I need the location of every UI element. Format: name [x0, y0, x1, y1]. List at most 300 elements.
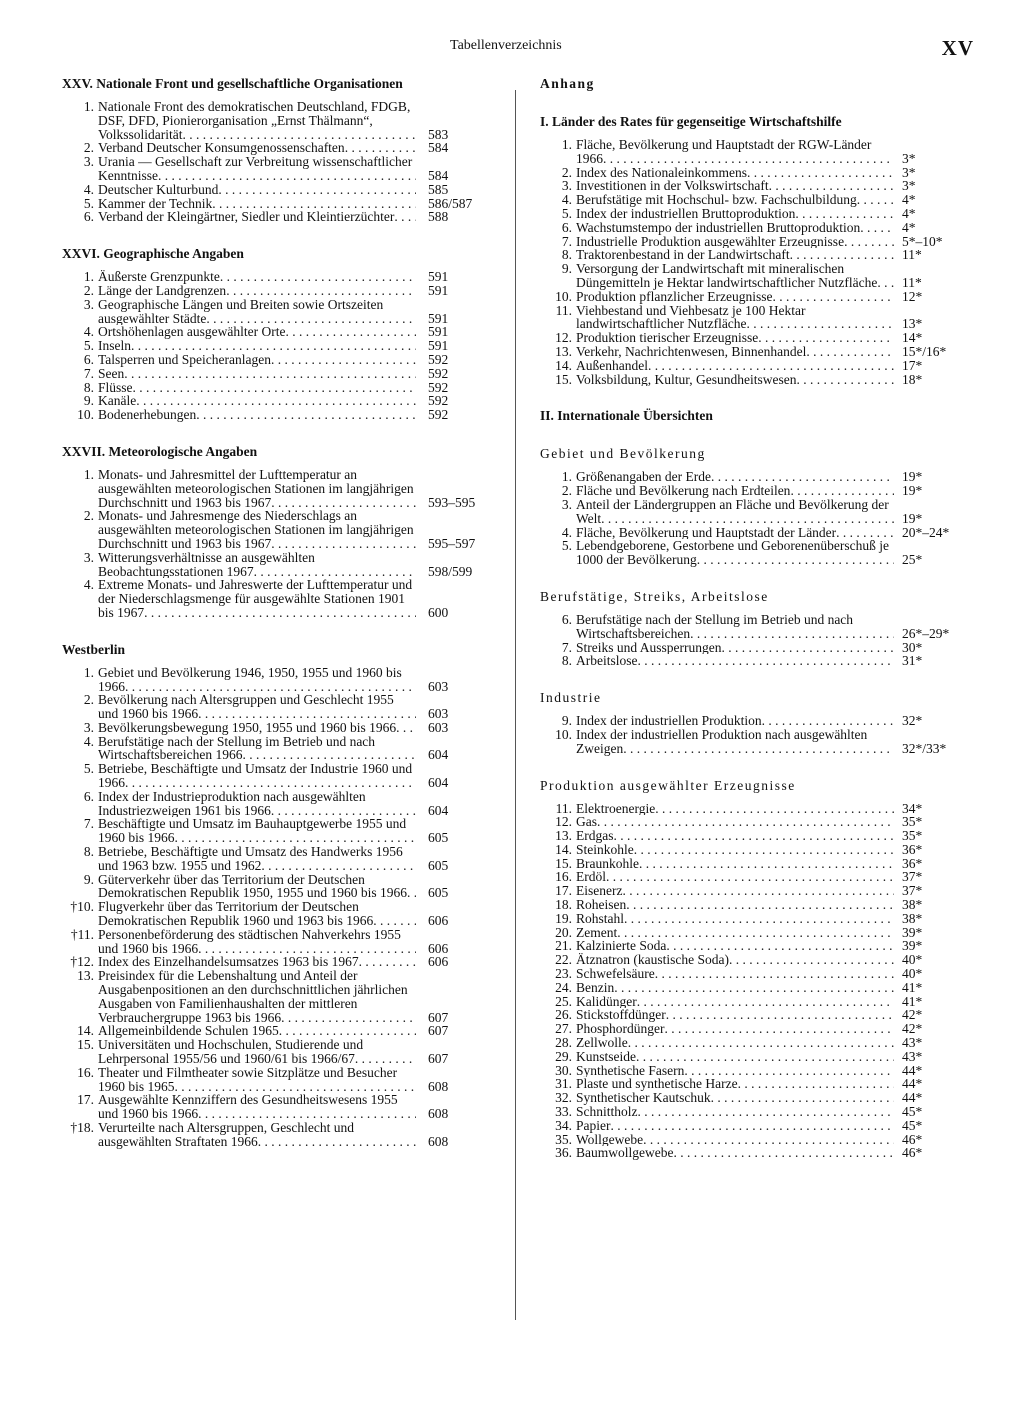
entry-number: 15. — [555, 855, 572, 871]
toc-entry[interactable] — [540, 248, 966, 262]
entry-page: 606 — [428, 940, 449, 956]
entry-title: Flugverkehr über das Territorium der Deutschen Demokratischen Republik 1960 und 1963 bis 1966 . . . — [98, 900, 416, 928]
entry-page: 44* — [902, 1090, 923, 1106]
entry-page: 19* — [902, 469, 923, 485]
toc-entry[interactable] — [62, 298, 490, 326]
entry-page: 30* — [902, 639, 923, 655]
toc-entry[interactable] — [540, 207, 966, 221]
entry-title: Bevölkerungsbewegung 1950, 1955 und 1960 bis 1966 . . . — [98, 721, 416, 735]
entry-page: 5*–10* — [902, 233, 943, 249]
entry-number: 6. — [83, 351, 94, 367]
toc-entry[interactable] — [62, 928, 490, 956]
toc-entry[interactable] — [540, 345, 966, 359]
entry-number: 34. — [555, 1117, 572, 1133]
entry-number: 9. — [561, 261, 572, 277]
toc-entry[interactable] — [62, 578, 490, 619]
toc-entry[interactable] — [62, 394, 490, 408]
section-heading: XXV. Nationale Front und gesellschaftliche Organisationen — [62, 76, 403, 91]
left-column — [62, 76, 490, 1171]
entry-page: 607 — [428, 1009, 449, 1025]
entry-number: 8. — [83, 844, 94, 860]
toc-entry[interactable] — [62, 210, 490, 224]
entry-number: 12. — [555, 330, 572, 346]
entry-number: 15. — [555, 371, 572, 387]
toc-entry[interactable] — [540, 912, 966, 926]
toc-entry[interactable] — [540, 829, 966, 843]
entry-page: 603 — [428, 719, 449, 735]
entry-title: Lebendgeborene, Gestorbene und Geborenenüberschuß je 1000 der Bevölkerung . . . — [576, 539, 894, 567]
entry-title: Synthetischer Kautschuk . . . — [576, 1091, 894, 1105]
entry-page: 605 — [428, 857, 449, 873]
toc-entry[interactable] — [540, 641, 966, 655]
entry-title: Kalzinierte Soda . . . — [576, 939, 894, 953]
entry-number: 14. — [555, 841, 572, 857]
toc-entry[interactable] — [540, 138, 966, 166]
entry-title: Kunstseide . . . — [576, 1050, 894, 1064]
entry-title: Zellwolle . . . — [576, 1036, 894, 1050]
toc-section — [540, 778, 966, 1161]
toc-entry[interactable] — [540, 262, 966, 290]
toc-entry[interactable] — [540, 290, 966, 304]
entry-number: 4. — [83, 733, 94, 749]
entry-page: 591 — [428, 324, 449, 340]
entry-title: Kanäle . . . — [98, 394, 416, 408]
entry-title: Talsperren und Speicheranlagen . . . — [98, 353, 416, 367]
toc-entry[interactable] — [62, 270, 490, 284]
toc-entry[interactable] — [540, 1105, 966, 1119]
entry-page: 25* — [902, 552, 923, 568]
toc-entry[interactable] — [540, 179, 966, 193]
toc-section — [540, 690, 966, 755]
entry-number: 18. — [555, 897, 572, 913]
entry-title: Witterungsverhältnisse an ausgewählten Beobachtungsstationen 1967 . . . — [98, 551, 416, 579]
toc-entry[interactable] — [540, 802, 966, 816]
entry-title: Produktion pflanzlicher Erzeugnisse . . . — [576, 290, 894, 304]
entry-title: Index der industriellen Bruttoproduktion . . . — [576, 207, 894, 221]
toc-entry[interactable] — [62, 969, 490, 1024]
entry-title: Größenangaben der Erde . . . — [576, 470, 894, 484]
right-column — [540, 76, 966, 1182]
entry-title: Industrielle Produktion ausgewählter Erzeugnisse . . . — [576, 235, 894, 249]
entry-title: Baumwollgewebe . . . — [576, 1146, 894, 1160]
entry-page: 605 — [428, 885, 449, 901]
entry-number: †11. — [70, 926, 94, 942]
entry-page: 34* — [902, 800, 923, 816]
entry-number: 4. — [83, 181, 94, 197]
entry-title: Fläche, Bevölkerung und Hauptstadt der Länder . . . — [576, 526, 894, 540]
toc-section — [540, 408, 966, 424]
section-heading: Anhang — [540, 76, 595, 91]
section-heading: Gebiet und Bevölkerung — [540, 446, 706, 462]
toc-entry[interactable] — [540, 470, 966, 484]
toc-entry[interactable] — [62, 1024, 490, 1038]
entry-page: 584 — [428, 140, 449, 156]
toc-entry[interactable] — [540, 939, 966, 953]
entry-number: 11. — [555, 302, 572, 318]
entry-page: 4* — [902, 192, 916, 208]
entry-number: 3. — [83, 296, 94, 312]
toc-entry[interactable] — [540, 235, 966, 249]
toc-entry[interactable] — [540, 1022, 966, 1036]
entry-number: 12. — [555, 814, 572, 830]
entry-title: Nationale Front des demokratischen Deutschland, FDGB, DSF, DFD, Pionierorganisation „Ernst Thälmann“, Volkssolidarität . . . — [98, 100, 416, 141]
toc-entry[interactable] — [540, 1036, 966, 1050]
entry-title: Bodenerhebungen . . . — [98, 408, 416, 422]
entry-number: 6. — [561, 611, 572, 627]
entry-number: 2. — [83, 282, 94, 298]
entry-title: Erdöl . . . — [576, 870, 894, 884]
entry-page: 4* — [902, 205, 916, 221]
entry-page: 31* — [902, 653, 923, 669]
toc-entry[interactable] — [540, 654, 966, 668]
entry-number: 11. — [555, 800, 572, 816]
toc-entry[interactable] — [540, 953, 966, 967]
entry-title: Gebiet und Bevölkerung 1946, 1950, 1955 und 1960 bis 1966 . . . — [98, 666, 416, 694]
entry-title: Steinkohle . . . — [576, 843, 894, 857]
entry-page: 15*/16* — [902, 343, 947, 359]
section-heading: XXVI. Geographische Angaben — [62, 246, 244, 262]
entry-number: 4. — [561, 192, 572, 208]
toc-entry[interactable] — [540, 193, 966, 207]
entry-page: 591 — [428, 338, 449, 354]
entry-page: 20*–24* — [902, 524, 950, 540]
entry-title: Betriebe, Beschäftigte und Umsatz der Industrie 1960 und 1966 . . . — [98, 762, 416, 790]
entry-page: 600 — [428, 604, 449, 620]
entry-title: Beschäftigte und Umsatz im Bauhauptgewerbe 1955 und 1960 bis 1966 . . . — [98, 817, 416, 845]
toc-entry[interactable] — [540, 843, 966, 857]
toc-entry[interactable] — [540, 857, 966, 871]
entry-page: 44* — [902, 1062, 923, 1078]
entry-page: 608 — [428, 1078, 449, 1094]
entry-page: 35* — [902, 828, 923, 844]
toc-entry[interactable] — [62, 845, 490, 873]
toc-entry[interactable] — [62, 468, 490, 509]
entry-page: 585 — [428, 181, 449, 197]
toc-entry[interactable] — [540, 884, 966, 898]
entry-title: Wachstumstempo der industriellen Bruttoproduktion . . . — [576, 221, 894, 235]
entry-number: 1. — [83, 664, 94, 680]
section-heading: Westberlin — [62, 641, 125, 657]
toc-entry[interactable] — [62, 666, 490, 694]
entry-page: 605 — [428, 830, 449, 846]
toc-section — [540, 114, 966, 386]
entry-number: 1. — [561, 137, 572, 152]
entry-page: 43* — [902, 1048, 923, 1064]
toc-entry[interactable] — [540, 981, 966, 995]
entry-number: 6. — [83, 788, 94, 804]
entry-title: Länge der Landgrenzen . . . — [98, 284, 416, 298]
toc-entry[interactable] — [540, 1008, 966, 1022]
toc-entry[interactable] — [62, 873, 490, 901]
entry-number: 8. — [83, 379, 94, 395]
entry-title: Flüsse . . . — [98, 381, 416, 395]
toc-entry[interactable] — [62, 325, 490, 339]
entry-title: Ortshöhenlagen ausgewählter Orte . . . — [98, 325, 416, 339]
toc-entry[interactable] — [62, 284, 490, 298]
entry-title: Index des Nationaleinkommens . . . — [576, 166, 894, 180]
entry-page: 14* — [902, 330, 923, 346]
entry-page: 42* — [902, 1021, 923, 1037]
entry-title: Verband Deutscher Konsumgenossenschaften . . . — [98, 141, 416, 155]
entry-page: 592 — [428, 393, 449, 409]
entry-page: 32*/33* — [902, 740, 947, 756]
entry-page: 3* — [902, 164, 916, 180]
entry-title: Benzin . . . — [576, 981, 894, 995]
entry-title: Berufstätige mit Hochschul- bzw. Fachschulbildung . . . — [576, 193, 894, 207]
entry-page: 41* — [902, 979, 923, 995]
toc-entry[interactable] — [540, 1050, 966, 1064]
entry-number: 3. — [83, 154, 94, 170]
entry-title: Allgemeinbildende Schulen 1965 . . . — [98, 1024, 416, 1038]
entry-title: Theater und Filmtheater sowie Sitzplätze und Besucher 1960 bis 1965 . . . — [98, 1066, 416, 1094]
entry-number: 33. — [555, 1104, 572, 1120]
entry-number: †10. — [70, 899, 94, 915]
entry-number: 15. — [77, 1037, 94, 1053]
entry-page: 606 — [428, 913, 449, 929]
entry-title: Zement . . . — [576, 926, 894, 940]
toc-entry[interactable] — [540, 926, 966, 940]
entry-number: 4. — [561, 524, 572, 540]
entry-title: Index der Industrieproduktion nach ausgewählten Industriezweigen 1961 bis 1966 . . . — [98, 790, 416, 818]
entry-page: 46* — [902, 1131, 923, 1147]
toc-section — [62, 642, 490, 1149]
toc-entry[interactable] — [540, 728, 966, 756]
toc-entry[interactable] — [62, 197, 490, 211]
entry-number: 5. — [561, 205, 572, 221]
entry-number: 13. — [77, 968, 94, 984]
entry-title: Berufstätige nach der Stellung im Betrieb und nach Wirtschaftsbereichen 1966 . . . — [98, 735, 416, 763]
entry-title: Investitionen in der Volkswirtschaft . . . — [576, 179, 894, 193]
entry-number: 14. — [555, 357, 572, 373]
toc-section — [540, 76, 966, 92]
section-heading: Berufstätige, Streiks, Arbeitslose — [540, 588, 769, 604]
entry-number: 8. — [561, 247, 572, 263]
toc-entry[interactable] — [62, 721, 490, 735]
section-heading: Industrie — [540, 690, 602, 706]
toc-entry[interactable] — [62, 509, 490, 550]
entry-title: Monats- und Jahresmittel der Lufttemperatur an ausgewählten meteorologischen Stationen im langjährigen Durchschnitt und 1963 bis 1967 . . . — [98, 468, 416, 509]
entry-title: Braunkohle . . . — [576, 857, 894, 871]
toc-entry[interactable] — [62, 367, 490, 381]
toc-entry[interactable] — [540, 898, 966, 912]
entry-page: 606 — [428, 954, 449, 970]
entry-page: 11* — [902, 247, 922, 263]
section-heading: II. Internationale Übersichten — [540, 408, 713, 424]
entry-page: 3* — [902, 150, 916, 166]
entry-page: 36* — [902, 855, 923, 871]
entry-page: 32* — [902, 713, 923, 729]
toc-entry[interactable] — [540, 539, 966, 567]
entry-number: 16. — [555, 869, 572, 885]
entry-title: Monats- und Jahresmenge des Niederschlags an ausgewählten meteorologischen Stationen im langjährigen Durchschnitt und 1963 bis 1967 . . . — [98, 509, 416, 550]
toc-entry[interactable] — [540, 1119, 966, 1133]
entry-title: Index der industriellen Produktion . . . — [576, 714, 894, 728]
entry-number: 2. — [83, 140, 94, 156]
entry-page: 4* — [902, 219, 916, 235]
entry-number: 13. — [555, 343, 572, 359]
toc-entry[interactable] — [540, 484, 966, 498]
entry-title: Gas . . . — [576, 815, 894, 829]
entry-page: 584 — [428, 167, 449, 183]
toc-entry[interactable] — [62, 100, 490, 141]
section-heading: I. Länder des Rates für gegenseitige Wirtschaftshilfe — [540, 114, 842, 129]
entry-number: 7. — [83, 365, 94, 381]
toc-entry[interactable] — [62, 1121, 490, 1149]
entry-title: Erdgas . . . — [576, 829, 894, 843]
toc-entry[interactable] — [540, 1133, 966, 1147]
toc-entry[interactable] — [540, 870, 966, 884]
column-divider — [515, 90, 516, 1320]
toc-entry[interactable] — [540, 613, 966, 641]
toc-entry[interactable] — [540, 1077, 966, 1091]
entry-number: †12. — [70, 954, 94, 970]
toc-entry[interactable] — [62, 955, 490, 969]
toc-entry[interactable] — [540, 1146, 966, 1160]
entry-number: 10. — [555, 288, 572, 304]
entry-page: 43* — [902, 1035, 923, 1051]
toc-section — [62, 246, 490, 422]
entry-number: 35. — [555, 1131, 572, 1147]
running-title: Tabellenverzeichnis — [450, 38, 562, 53]
toc-entry[interactable] — [540, 331, 966, 345]
entry-number: 17. — [77, 1092, 94, 1108]
toc-entry[interactable] — [62, 339, 490, 353]
entry-title: Elektroenergie . . . — [576, 802, 894, 816]
entry-number: 14. — [77, 1023, 94, 1039]
entry-title: Versorgung der Landwirtschaft mit mineralischen Düngemitteln je Hektar landwirtschaftlicher Nutzfläche . . . — [576, 262, 894, 290]
toc-entry[interactable] — [540, 967, 966, 981]
entry-number: 1. — [83, 466, 94, 482]
entry-title: Arbeitslose . . . — [576, 654, 894, 668]
entry-page: 592 — [428, 407, 449, 423]
toc-entry[interactable] — [62, 1038, 490, 1066]
toc-entry[interactable] — [62, 1066, 490, 1094]
toc-entry[interactable] — [62, 141, 490, 155]
entry-number: 3. — [561, 178, 572, 194]
toc-entry[interactable] — [540, 359, 966, 373]
entry-title: Schwefelsäure . . . — [576, 967, 894, 981]
entry-page: 37* — [902, 869, 923, 885]
entry-number: 9. — [83, 871, 94, 887]
entry-number: 16. — [77, 1064, 94, 1080]
entry-number: 27. — [555, 1021, 572, 1037]
entry-title: Außenhandel . . . — [576, 359, 894, 373]
toc-entry[interactable] — [540, 498, 966, 526]
entry-number: 30. — [555, 1062, 572, 1078]
entry-page: 595–597 — [428, 535, 476, 551]
toc-entry[interactable] — [540, 373, 966, 387]
toc-entry[interactable] — [540, 1091, 966, 1105]
entry-number: 7. — [83, 816, 94, 832]
entry-page: 36* — [902, 841, 923, 857]
entry-page: 592 — [428, 351, 449, 367]
entry-page: 583 — [428, 126, 449, 142]
entry-number: 4. — [83, 324, 94, 340]
entry-number: 1. — [83, 269, 94, 285]
entry-number: 5. — [83, 761, 94, 777]
entry-title: Streiks und Aussperrungen . . . — [576, 641, 894, 655]
entry-title: Verurteilte nach Altersgruppen, Geschlecht und ausgewählten Straftaten 1966 . . . — [98, 1121, 416, 1149]
entry-page: 588 — [428, 209, 449, 225]
section-heading: XXVII. Meteorologische Angaben — [62, 443, 258, 459]
entry-number: 22. — [555, 952, 572, 968]
entry-number: 13. — [555, 828, 572, 844]
toc-section — [540, 446, 966, 567]
entry-title: Seen . . . — [98, 367, 416, 381]
entry-page: 603 — [428, 706, 449, 722]
entry-page: 591 — [428, 282, 449, 298]
toc-entry[interactable] — [62, 381, 490, 395]
entry-number: 6. — [561, 219, 572, 235]
entry-title: Fläche, Bevölkerung und Hauptstadt der RGW-Länder 1966 . . . — [576, 138, 894, 166]
entry-title: Betriebe, Beschäftigte und Umsatz des Handwerks 1956 und 1963 bzw. 1955 und 1962 . . . — [98, 845, 416, 873]
entry-page: 12* — [902, 288, 923, 304]
entry-page: 38* — [902, 897, 923, 913]
entry-number: 8. — [561, 653, 572, 669]
entry-number: 2. — [83, 692, 94, 708]
toc-entry[interactable] — [62, 551, 490, 579]
entry-page: 593–595 — [428, 494, 476, 510]
toc-entry[interactable] — [62, 762, 490, 790]
toc-entry[interactable] — [540, 1064, 966, 1078]
toc-entry[interactable] — [540, 304, 966, 332]
entry-title: Volksbildung, Kultur, Gesundheitswesen . . . — [576, 373, 894, 387]
entry-number: 23. — [555, 966, 572, 982]
entry-title: Rohstahl . . . — [576, 912, 894, 926]
entry-page: 39* — [902, 924, 923, 940]
toc-entry[interactable] — [540, 221, 966, 235]
entry-number: 19. — [555, 910, 572, 926]
entry-number: 24. — [555, 979, 572, 995]
toc-entry[interactable] — [62, 408, 490, 422]
toc-entry[interactable] — [62, 693, 490, 721]
entry-number: 29. — [555, 1048, 572, 1064]
entry-page: 11* — [902, 274, 922, 290]
toc-entry[interactable] — [62, 353, 490, 367]
entry-title: Universitäten und Hochschulen, Studierende und Lehrpersonal 1955/56 und 1960/61 bis 1966/67 . . . — [98, 1038, 416, 1066]
toc-entry[interactable] — [62, 155, 490, 183]
toc-entry[interactable] — [62, 790, 490, 818]
toc-entry[interactable] — [62, 735, 490, 763]
toc-entry[interactable] — [62, 1093, 490, 1121]
entry-title: Extreme Monats- und Jahreswerte der Lufttemperatur und der Niederschlagsmenge für ausgewählte Stationen 1901 bis 1967 . . . — [98, 578, 416, 619]
toc-entry[interactable] — [540, 526, 966, 540]
entry-page: 42* — [902, 1007, 923, 1023]
entry-title: Anteil der Ländergruppen an Fläche und Bevölkerung der Welt . . . — [576, 498, 894, 526]
entry-number: 2. — [83, 508, 94, 524]
toc-entry[interactable] — [540, 714, 966, 728]
entry-number: 10. — [555, 726, 572, 742]
entry-page: 19* — [902, 510, 923, 526]
toc-section — [62, 444, 490, 620]
toc-entry[interactable] — [540, 815, 966, 829]
entry-page: 37* — [902, 883, 923, 899]
toc-entry[interactable] — [62, 817, 490, 845]
entry-title: Kammer der Technik . . . — [98, 197, 416, 211]
entry-number: 6. — [83, 209, 94, 225]
entry-page: 608 — [428, 1106, 449, 1122]
entry-page: 19* — [902, 483, 923, 499]
entry-number: 1. — [83, 99, 94, 114]
toc-entry[interactable] — [540, 995, 966, 1009]
toc-entry[interactable] — [62, 900, 490, 928]
toc-entry[interactable] — [62, 183, 490, 197]
entry-page: 604 — [428, 775, 449, 791]
entry-number: 7. — [561, 233, 572, 249]
toc-entry[interactable] — [540, 166, 966, 180]
entry-page: 18* — [902, 371, 923, 387]
entry-title: Index des Einzelhandelsumsatzes 1963 bis 1967 . . . — [98, 955, 416, 969]
